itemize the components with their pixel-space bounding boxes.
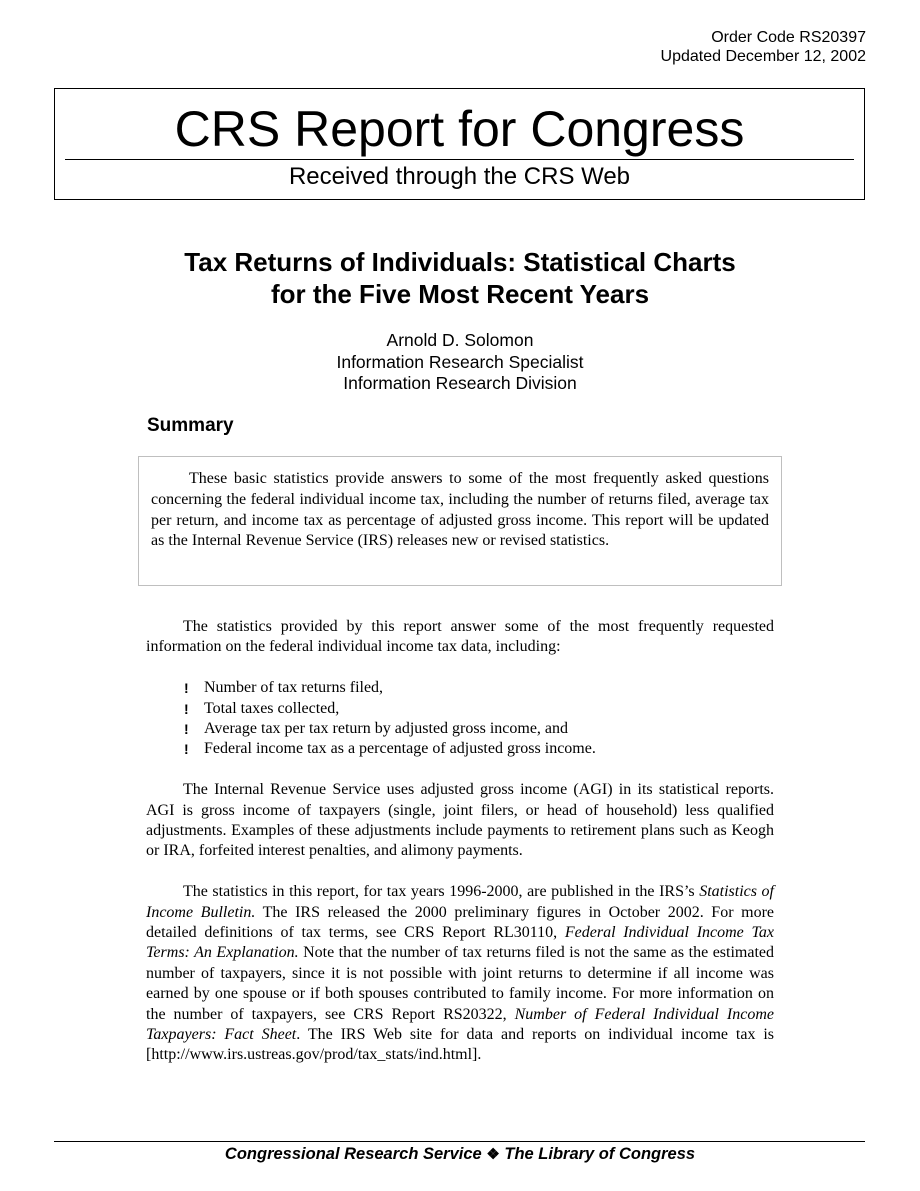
bullet-text: Total taxes collected,: [204, 699, 340, 717]
updated-date: Updated December 12, 2002: [660, 48, 866, 65]
bullet-icon: !: [184, 700, 189, 717]
author-block: [200, 330, 720, 395]
author-division: Information Research Division: [343, 373, 577, 393]
list-item: [146, 699, 774, 719]
stats-text-4: . The IRS Web site for data and reports on individual income tax is [http://www.irs.ustreas.gov/prod/tax_stats/ind.html].: [146, 1026, 775, 1064]
report-title-line1: Tax Returns of Individuals: Statistical Charts: [184, 247, 736, 277]
author-title: Information Research Specialist: [336, 351, 584, 372]
diamond-separator-icon: ❖: [486, 1146, 500, 1163]
masthead-rule: [65, 159, 854, 160]
publication-title-fact-sheet: Number of Federal Individual Income Taxpayers: Fact Sheet: [146, 1005, 775, 1044]
report-title: [100, 246, 820, 310]
publication-title-soi-bulletin: Statistics of Income Bulletin.: [146, 883, 774, 921]
order-code-block: [661, 28, 866, 66]
bullet-text: Federal income tax as a percentage of adjusted gross income.: [204, 740, 596, 758]
bullet-icon: !: [184, 721, 189, 738]
publication-title-tax-terms: Federal Individual Income Tax Terms: An Explanation.: [146, 924, 775, 962]
footer-rule: [54, 1141, 865, 1142]
summary-box: [138, 456, 782, 586]
summary-heading: Summary: [147, 415, 234, 436]
stats-text-2: The IRS released the 2000 preliminary figures in October 2002. For more detailed definitions of tax terms, see CRS Report RL30110,: [146, 903, 774, 942]
report-title-line2: for the Five Most Recent Years: [270, 279, 650, 309]
statistics-paragraph: [146, 882, 774, 1066]
agi-paragraph: The Internal Revenue Service uses adjusted gross income (AGI) in its statistical reports. AGI is gross income of taxpayers (single, joint filers, or head of household) less qualified adjustments. Examples of these adjustments include payments to retirement plans such as Keogh or IRA, forfeited interest penalties, and alimony payments.: [146, 781, 774, 860]
order-code: Order Code RS20397: [711, 29, 866, 46]
bullet-text: Number of tax returns filed,: [204, 679, 384, 697]
footer-loc: The Library of Congress: [504, 1145, 696, 1163]
footer: [0, 1144, 920, 1165]
masthead-title: CRS Report for Congress: [174, 101, 745, 157]
body-text: [146, 617, 774, 1066]
bullet-text: Average tax per tax return by adjusted gross income, and: [204, 720, 569, 738]
bullet-icon: !: [184, 680, 189, 697]
summary-text: These basic statistics provide answers to some of the most frequently asked questions concerning the federal individual income tax, including the number of returns filed, average tax per return, and income tax as percentage of adjusted gross income. This report will be updated as the Internal Revenue Service (IRS) releases new or revised statistics.: [151, 470, 769, 550]
list-item: [146, 678, 774, 698]
stats-text-1: The statistics in this report, for tax years 1996-2000, are published in the IRS’s: [183, 883, 700, 901]
masthead-subtitle: Received through the CRS Web: [288, 163, 631, 190]
list-item: [146, 719, 774, 739]
author-name: Arnold D. Solomon: [386, 330, 534, 350]
list-item: [146, 739, 774, 759]
bullet-list: [146, 678, 774, 760]
masthead: [54, 88, 865, 200]
bullet-icon: !: [184, 741, 189, 758]
footer-crs: Congressional Research Service: [224, 1145, 482, 1163]
intro-paragraph: The statistics provided by this report answer some of the most frequently requested information on the federal individual income tax data, including:: [146, 618, 774, 656]
stats-text-3: Note that the number of tax returns filed is not the same as the estimated number of taxpayers, since it is not possible with joint returns to determine if all income was earned by one spouse or if both spouses contributed to family income. For more information on the number of taxpayers, see CRS Report RS20322,: [146, 944, 775, 1023]
